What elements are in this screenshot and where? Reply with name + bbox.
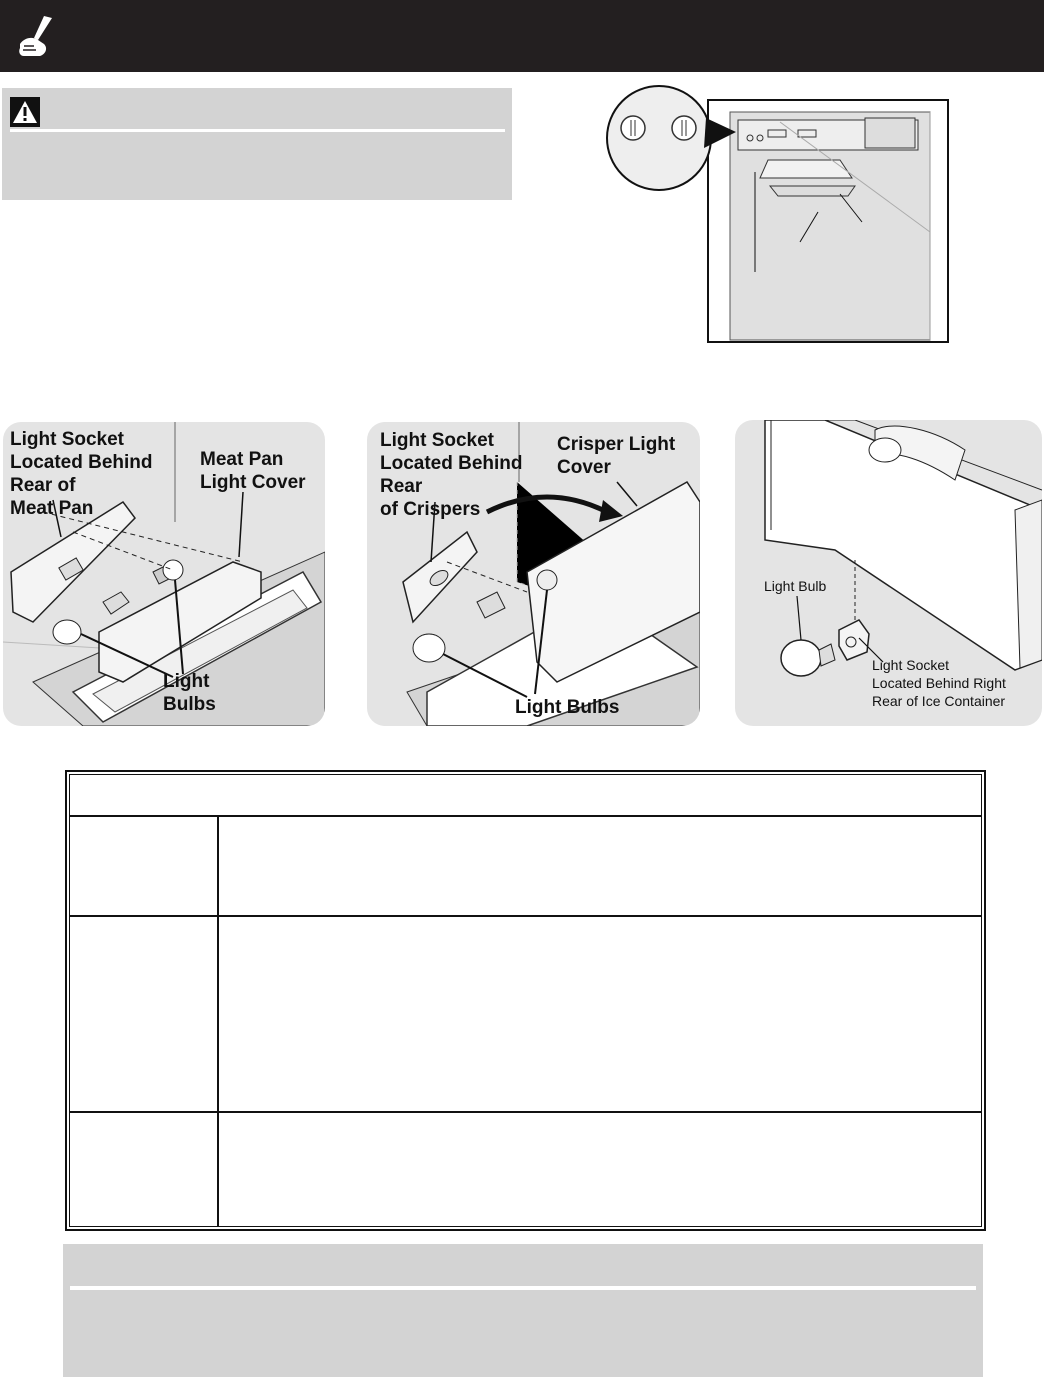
table-header-divider	[69, 815, 982, 817]
table-row-divider-2	[69, 1111, 982, 1113]
crisper-bulbs-label: Light Bulbs	[515, 697, 620, 718]
header-bar	[0, 0, 1044, 72]
crisper-cover-label: Crisper Light Cover	[557, 434, 676, 478]
table-column-divider	[217, 815, 219, 1227]
ice-bulb-label: Light Bulb	[764, 578, 827, 594]
warning-divider	[10, 129, 505, 132]
table-row-divider-1	[69, 915, 982, 917]
freezer-light-diagram	[600, 82, 952, 348]
bulb-table-inner	[69, 774, 982, 1227]
note-divider	[70, 1286, 976, 1290]
ice-socket-label: Light Socket Located Behind Right Rear of Ice Container	[872, 657, 1006, 709]
meat-pan-socket-label: Light Socket Located Behind Rear of Meat Pan	[10, 429, 153, 519]
crisper-socket-label: Light Socket Located Behind Rear of Crispers	[380, 430, 523, 520]
hand-tool-icon	[14, 14, 60, 60]
warning-box	[2, 88, 512, 200]
meat-pan-bulbs-label: Light Bulbs	[163, 671, 216, 715]
note-box	[63, 1244, 983, 1377]
meat-pan-cover-label: Meat Pan Light Cover	[200, 449, 306, 493]
warning-triangle-icon	[10, 97, 40, 127]
